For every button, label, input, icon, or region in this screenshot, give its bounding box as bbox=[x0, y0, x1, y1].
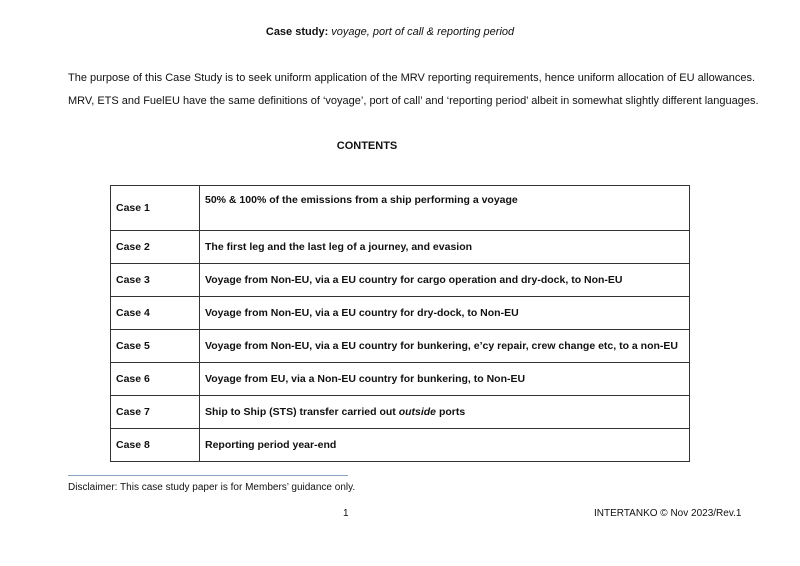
table-row bbox=[111, 396, 690, 429]
footnote-divider bbox=[68, 475, 348, 476]
case-label: Case 4 bbox=[111, 297, 200, 330]
intro-line-2: MRV, ETS and FuelEU have the same definitions of ‘voyage’, port of call’ and ‘reporting period’ albeit in somewhat slightly different languages. bbox=[68, 95, 759, 107]
intro-line-1: The purpose of this Case Study is to seek uniform application of the MRV reporting requirements, hence uniform allocation of EU allowances. bbox=[68, 72, 756, 84]
title-bold: Case study: bbox=[265, 26, 329, 38]
page-title bbox=[0, 26, 780, 38]
table-row bbox=[111, 264, 690, 297]
footer-copyright: INTERTANKO © Nov 2023/Rev.1 bbox=[594, 508, 742, 519]
case-description: Voyage from Non-EU, via a EU country for dry-dock, to Non-EU bbox=[200, 297, 690, 330]
case-desc-after: ports bbox=[436, 406, 466, 418]
case-description: Reporting period year-end bbox=[200, 429, 690, 462]
case-desc-before: Ship to Ship (STS) transfer carried out bbox=[205, 406, 399, 418]
disclaimer-text: Disclaimer: This case study paper is for Members’ guidance only. bbox=[68, 482, 356, 493]
case-label: Case 6 bbox=[111, 363, 200, 396]
table-row bbox=[111, 363, 690, 396]
case-description: 50% & 100% of the emissions from a ship performing a voyage bbox=[200, 186, 690, 231]
contents-heading: CONTENTS bbox=[336, 140, 398, 152]
case-label: Case 1 bbox=[111, 186, 200, 231]
table-row bbox=[111, 186, 690, 231]
case-label: Case 7 bbox=[111, 396, 200, 429]
contents-table bbox=[110, 185, 690, 462]
table-row bbox=[111, 429, 690, 462]
case-desc-italic: outside bbox=[398, 406, 437, 418]
case-description: Voyage from Non-EU, via a EU country for bunkering, e’cy repair, crew change etc, to a non-EU bbox=[200, 330, 690, 363]
page-number: 1 bbox=[343, 508, 349, 519]
case-label: Case 5 bbox=[111, 330, 200, 363]
table-row bbox=[111, 231, 690, 264]
case-label: Case 3 bbox=[111, 264, 200, 297]
case-label: Case 2 bbox=[111, 231, 200, 264]
table-row bbox=[111, 297, 690, 330]
case-label: Case 8 bbox=[111, 429, 200, 462]
table-row bbox=[111, 330, 690, 363]
case-description: The first leg and the last leg of a journey, and evasion bbox=[200, 231, 690, 264]
case-description: Voyage from Non-EU, via a EU country for cargo operation and dry-dock, to Non-EU bbox=[200, 264, 690, 297]
title-italic: voyage, port of call & reporting period bbox=[331, 26, 515, 38]
case-description bbox=[200, 396, 690, 429]
case-description: Voyage from EU, via a Non-EU country for bunkering, to Non-EU bbox=[200, 363, 690, 396]
